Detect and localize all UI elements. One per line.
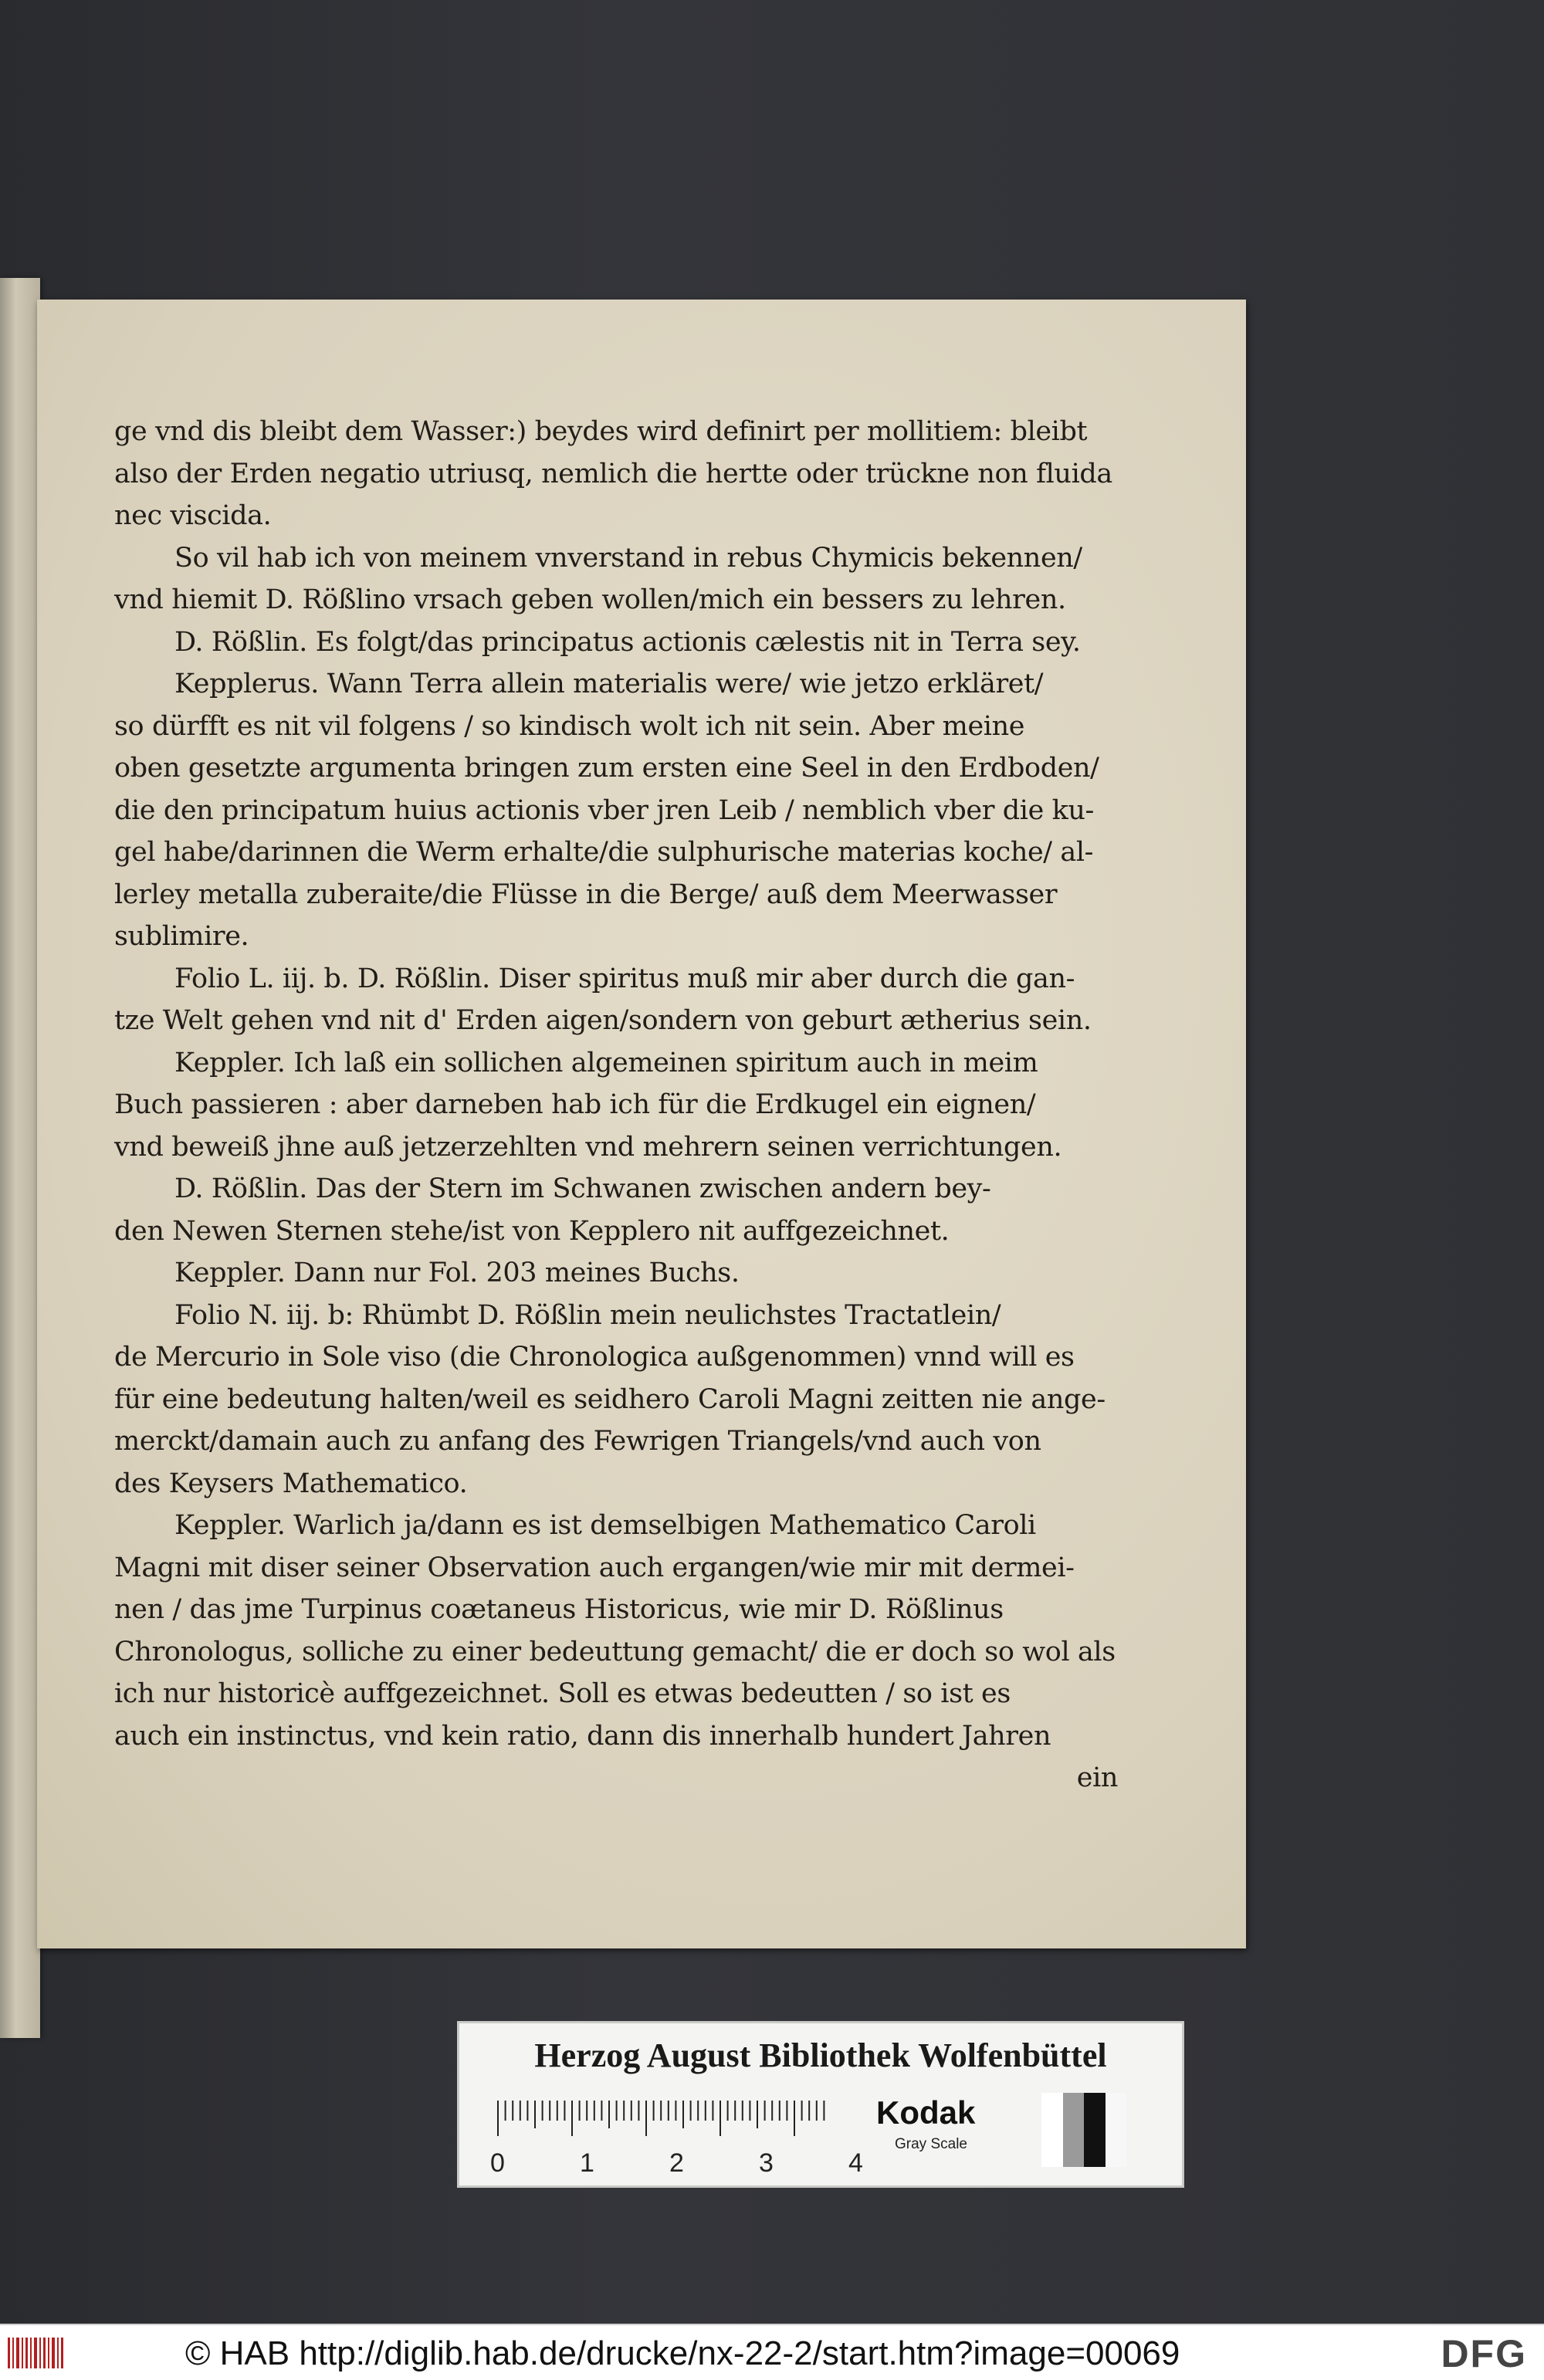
text-line: den Newen Sternen stehe/ist von Kepplero nit auffgezeichnet.	[114, 1215, 950, 1247]
text-line: für eine bedeutung halten/weil es seidhero Caroli Magni zeitten nie ange-	[114, 1383, 1106, 1415]
text-line: ein	[1076, 1762, 1118, 1793]
page-text	[114, 411, 1118, 1799]
kodak-logo: Kodak	[876, 2094, 976, 2131]
text-line: die den principatum huius actionis vber jren Leib / nemblich vber die ku-	[114, 794, 1094, 826]
text-line: gel habe/darinnen die Werm erhalte/die sulphurische materias koche/ al-	[114, 837, 1094, 868]
text-line: ge vnd dis bleibt dem Wasser:) beydes wird definirt per mollitiem: bleibt	[114, 416, 1088, 447]
dfg-logo: DFG	[1441, 2332, 1527, 2375]
gray-patches	[1041, 2093, 1126, 2167]
text-line: Chronologus, solliche zu einer bedeuttung gemacht/ die er doch so wol als	[114, 1636, 1116, 1667]
text-line: lerley metalla zuberaite/die Flüsse in die Berge/ auß dem Meerwasser	[114, 879, 1058, 910]
text-line: so dürfft es nit vil folgens / so kindisch wolt ich nit sein. Aber meine	[114, 710, 1025, 742]
text-line: nec viscida.	[114, 500, 272, 531]
hab-barcode-icon	[6, 2334, 68, 2372]
text-line: vnd hiemit D. Rößlino vrsach geben wollen/mich ein bessers zu lehren.	[114, 584, 1066, 615]
book-page	[37, 300, 1246, 1948]
text-line: D. Rößlin. Das der Stern im Schwanen zwischen andern bey-	[174, 1173, 991, 1204]
text-line: sublimire.	[114, 921, 249, 952]
text-line: D. Rößlin. Es folgt/das principatus actionis cælestis nit in Terra sey.	[174, 626, 1081, 658]
text-line: Keppler. Dann nur Fol. 203 meines Buchs.	[174, 1258, 740, 1288]
footer-bar	[0, 2324, 1544, 2380]
ruler-number: 4	[848, 2148, 863, 2178]
text-line: Folio L. iij. b. D. Rößlin. Diser spiritus muß mir aber durch die gan-	[174, 963, 1075, 994]
gray-scale-label: Gray Scale	[895, 2136, 967, 2152]
text-line: Buch passieren : aber darneben hab ich für die Erdkugel ein eignen/	[114, 1089, 1036, 1120]
text-line: merckt/damain auch zu anfang des Fewrigen Triangels/vnd auch von	[114, 1426, 1041, 1457]
color-calibration-target	[457, 2021, 1184, 2188]
text-line: Kepplerus. Wann Terra allein materialis were/ wie jetzo erkläret/	[174, 669, 1044, 699]
text-line: tze Welt gehen vnd nit d' Erden aigen/sondern von geburt ætherius sein.	[114, 1005, 1092, 1036]
text-line: oben gesetzte argumenta bringen zum ersten eine Seel in den Erdboden/	[114, 753, 1099, 784]
library-name: Herzog August Bibliothek Wolfenbüttel	[534, 2036, 1107, 2074]
ruler-scale	[490, 2094, 863, 2179]
text-line: des Keysers Mathematico.	[114, 1468, 468, 1499]
text-line: Keppler. Warlich ja/dann es ist demselbigen Mathematico Caroli	[174, 1510, 1036, 1541]
ruler-number: 1	[580, 2148, 594, 2178]
text-line: vnd beweiß jhne auß jetzerzehlten vnd mehrern seinen verrichtungen.	[114, 1131, 1062, 1163]
ruler-number: 3	[759, 2148, 774, 2178]
text-line: also der Erden negatio utriusq, nemlich die hertte oder trückne non fluida	[114, 458, 1112, 489]
text-line: de Mercurio in Sole viso (die Chronologica außgenommen) vnnd will es	[114, 1342, 1075, 1373]
source-url[interactable]: © HAB http://diglib.hab.de/drucke/nx-22-2/start.htm?image=00069	[185, 2334, 1180, 2372]
ruler-number: 2	[669, 2148, 684, 2178]
text-line: ich nur historicè auffgezeichnet. Soll es etwas bedeutten / so ist es	[114, 1678, 1011, 1709]
ruler-number: 0	[490, 2148, 505, 2178]
text-line: auch ein instinctus, vnd kein ratio, dann dis innerhalb hundert Jahren	[114, 1720, 1051, 1752]
text-line: nen / das jme Turpinus coætaneus Historicus, wie mir D. Rößlinus	[114, 1594, 1004, 1625]
text-line: Keppler. Ich laß ein sollichen algemeinen spiritum auch in meim	[174, 1047, 1038, 1078]
book-spine-edge	[0, 278, 40, 2038]
text-line: Folio N. iij. b: Rhümbt D. Rößlin mein neulichstes Tractatlein/	[174, 1299, 1001, 1331]
text-line: Magni mit diser seiner Observation auch ergangen/wie mir mit dermei-	[114, 1552, 1075, 1583]
text-line: So vil hab ich von meinem vnverstand in rebus Chymicis bekennen/	[174, 542, 1082, 574]
